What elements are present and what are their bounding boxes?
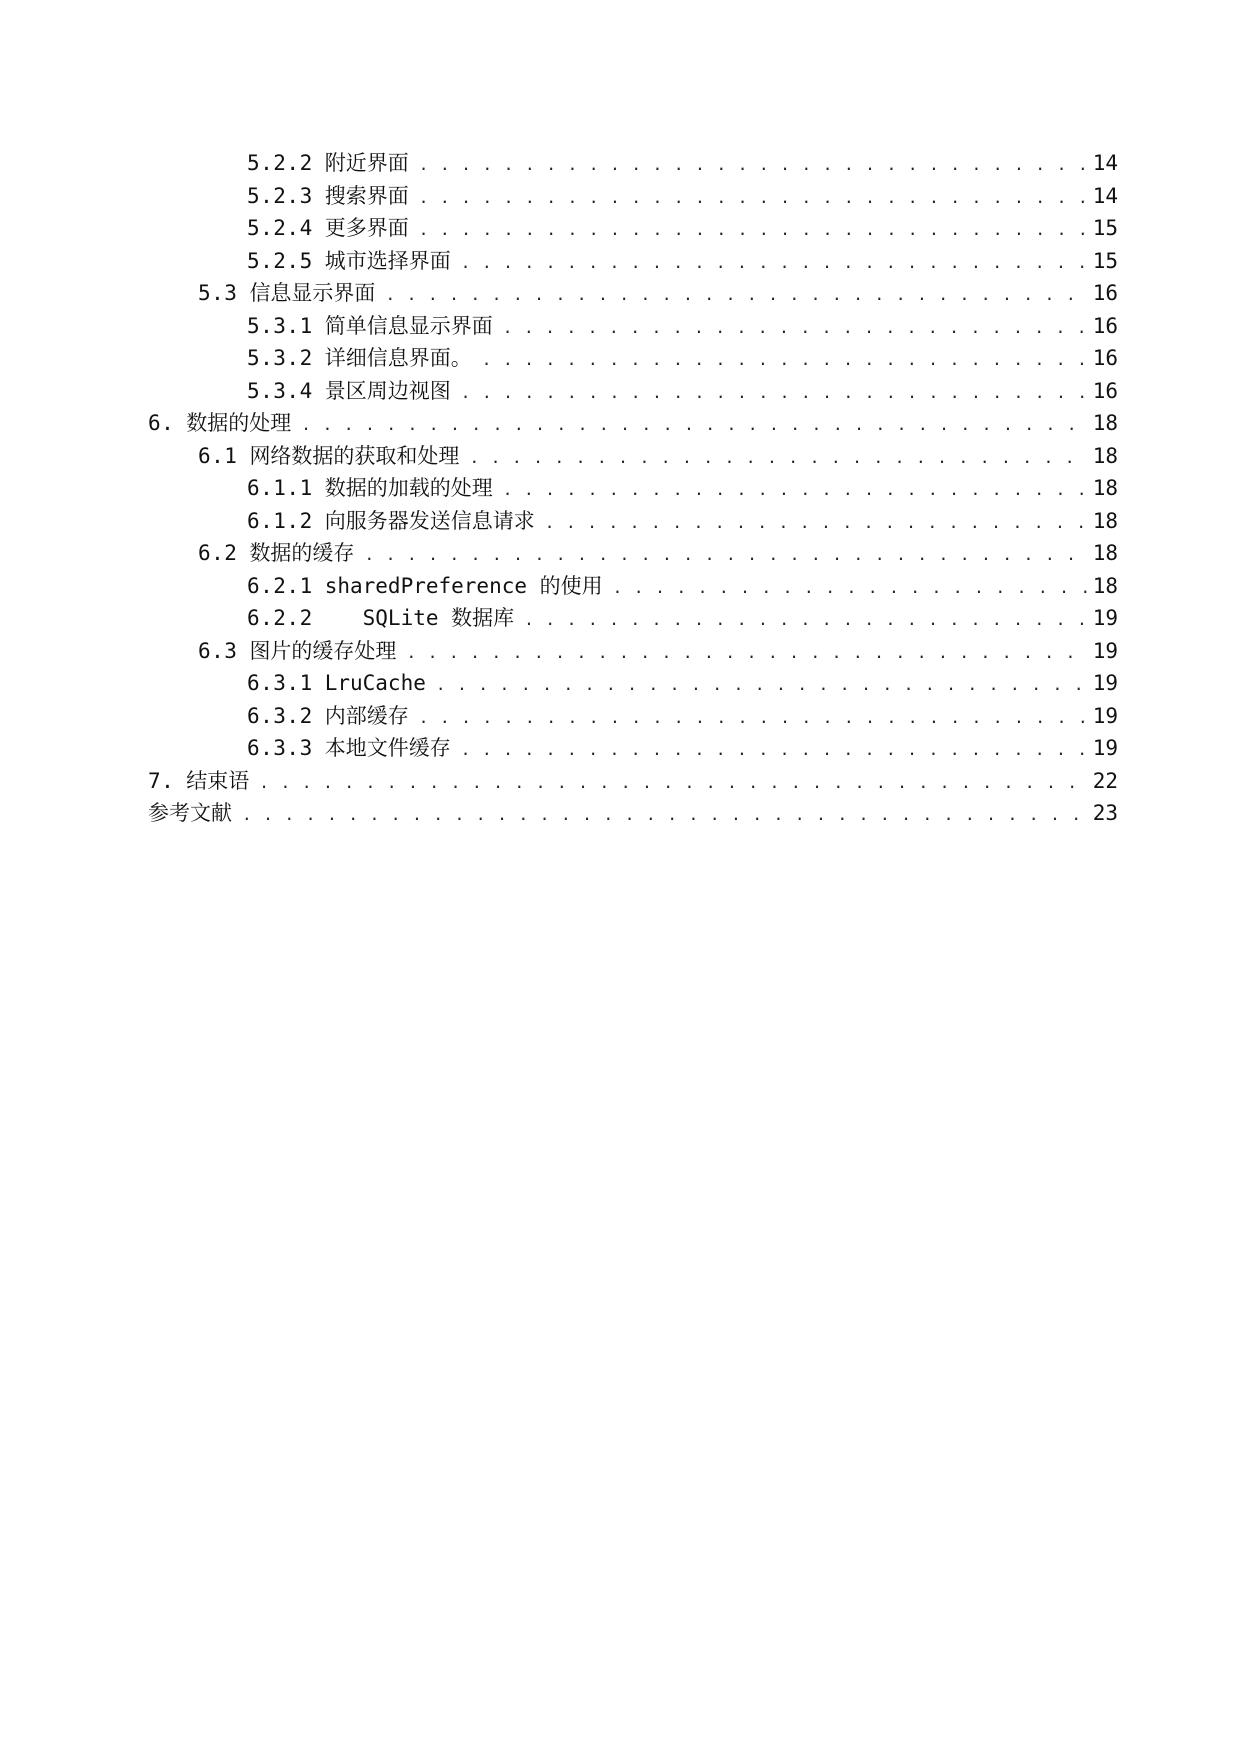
toc-entry-number: 5.3.4: [247, 378, 313, 403]
toc-entry-number: 6.3.1: [247, 671, 313, 695]
toc-entry-title: LruCache: [324, 671, 426, 695]
toc-entry-page-number: 15: [1092, 216, 1118, 240]
toc-entry-number: 6.3.3: [247, 736, 313, 760]
toc-entry-number: 6.2.1: [247, 573, 313, 598]
toc-entry[interactable]: [148, 180, 1118, 213]
toc-entry[interactable]: [148, 732, 1118, 765]
toc-dot-leader: [419, 700, 1088, 735]
toc-entry-number: 5.2.3: [247, 183, 313, 208]
toc-entry-number: 5.2.5: [247, 248, 313, 273]
toc-entry[interactable]: [148, 635, 1118, 668]
toc-entry-title: 向服务器发送信息请求: [324, 508, 535, 533]
toc-entry-title: 网络数据的获取和处理: [249, 443, 460, 468]
toc-entry-title: 数据的缓存: [249, 541, 355, 565]
toc-dot-leader: [419, 180, 1088, 215]
toc-entry-page-number: 18: [1092, 443, 1118, 468]
toc-dot-leader: [301, 407, 1088, 442]
toc-entry[interactable]: [148, 700, 1118, 733]
toc-entry-page-number: 18: [1092, 508, 1118, 533]
toc-entry-page-number: 16: [1092, 346, 1118, 370]
toc-entry-page-number: 22: [1092, 768, 1118, 793]
toc-dot-leader: [545, 505, 1088, 540]
toc-entry-title: 城市选择界面: [324, 248, 451, 273]
toc-entry-page-number: 14: [1092, 183, 1118, 208]
toc-entry-number: 5.3.2: [247, 346, 313, 370]
toc-entry-title: 更多界面: [324, 216, 409, 240]
toc-dot-leader: [482, 342, 1088, 377]
toc-dot-leader: [461, 245, 1088, 280]
toc-entry[interactable]: [148, 375, 1118, 408]
toc-entry-number: 6.3.2: [247, 703, 313, 728]
toc-entry-number: 7.: [148, 768, 175, 793]
toc-entry-title: 参考文献: [148, 801, 232, 825]
toc-entry-page-number: 18: [1092, 476, 1118, 500]
toc-dot-leader: [242, 797, 1088, 832]
toc-entry-number: 6.2: [198, 541, 238, 565]
toc-entry[interactable]: [148, 765, 1118, 798]
toc-dot-leader: [613, 570, 1088, 605]
toc-dot-leader: [461, 732, 1088, 767]
toc-entry-page-number: 15: [1092, 248, 1118, 273]
toc-entry-page-number: 23: [1092, 801, 1118, 825]
toc-entry[interactable]: [148, 147, 1118, 180]
toc-entry-title: 搜索界面: [324, 183, 409, 208]
toc-entry-page-number: 19: [1092, 703, 1118, 728]
toc-entry-title: 景区周边视图: [324, 378, 451, 403]
toc-entry-title: SQLite 数据库: [324, 606, 515, 630]
toc-entry-title: 附近界面: [324, 151, 409, 175]
toc-dot-leader: [503, 472, 1088, 507]
toc-entry-title: 图片的缓存处理: [249, 638, 397, 663]
toc-dot-leader: [524, 602, 1088, 637]
toc-entry[interactable]: [148, 245, 1118, 278]
toc-entry-title: 结束语: [186, 768, 250, 793]
toc-entry-number: 6.1.1: [247, 476, 313, 500]
toc-entry-title: 信息显示界面: [249, 281, 376, 305]
toc-entry-page-number: 18: [1092, 573, 1118, 598]
toc-entry-title: 内部缓存: [324, 703, 409, 728]
toc-entry[interactable]: [148, 797, 1118, 830]
toc-dot-leader: [364, 537, 1088, 572]
toc-dot-leader: [461, 375, 1088, 410]
toc-dot-leader: [385, 277, 1088, 312]
toc-entry-page-number: 19: [1092, 638, 1118, 663]
toc-entry-page-number: 14: [1092, 151, 1118, 175]
toc-entry-page-number: 19: [1092, 671, 1118, 695]
toc-entry-number: 6.: [148, 411, 175, 435]
toc-dot-leader: [503, 310, 1088, 345]
toc-entry[interactable]: [148, 212, 1118, 245]
toc-entry-title: sharedPreference 的使用: [324, 573, 603, 598]
toc-entry-page-number: 19: [1092, 736, 1118, 760]
toc-entry-page-number: 18: [1092, 411, 1118, 435]
toc-entry-number: 6.1: [198, 443, 238, 468]
toc-entry-title: 本地文件缓存: [324, 736, 451, 760]
toc-entry-number: 5.3.1: [247, 313, 313, 338]
toc-entry[interactable]: [148, 570, 1118, 603]
toc-entry-number: 5.2.4: [247, 216, 313, 240]
toc-dot-leader: [259, 765, 1088, 800]
toc-entry-page-number: 16: [1092, 281, 1118, 305]
toc-entry-title: 数据的处理: [186, 411, 292, 435]
toc-entry[interactable]: [148, 667, 1118, 700]
toc-entry[interactable]: [148, 407, 1118, 440]
toc-entry-page-number: 18: [1092, 541, 1118, 565]
toc-entry[interactable]: [148, 537, 1118, 570]
toc-entry[interactable]: [148, 310, 1118, 343]
toc-entry[interactable]: [148, 602, 1118, 635]
toc-entry[interactable]: [148, 505, 1118, 538]
toc-entry-page-number: 19: [1092, 606, 1118, 630]
toc-entry[interactable]: [148, 440, 1118, 473]
toc-dot-leader: [469, 440, 1088, 475]
toc-entry-number: 6.3: [198, 638, 238, 663]
toc-entry-page-number: 16: [1092, 378, 1118, 403]
toc-entry-number: 5.2.2: [247, 151, 313, 175]
toc-entry[interactable]: [148, 277, 1118, 310]
toc-entry[interactable]: [148, 472, 1118, 505]
toc-dot-leader: [419, 212, 1088, 247]
toc-entry-page-number: 16: [1092, 313, 1118, 338]
toc-entry-title: 简单信息显示界面: [324, 313, 493, 338]
toc-entry-number: 6.2.2: [247, 606, 313, 630]
toc-entry-number: 5.3: [198, 281, 238, 305]
toc-entry-number: 6.1.2: [247, 508, 313, 533]
toc-entry[interactable]: [148, 342, 1118, 375]
toc-dot-leader: [436, 667, 1088, 702]
toc-entry-title: 详细信息界面。: [324, 346, 472, 370]
toc-entry-title: 数据的加载的处理: [324, 476, 493, 500]
table-of-contents: [148, 147, 1118, 830]
toc-dot-leader: [419, 147, 1088, 182]
toc-dot-leader: [406, 635, 1088, 670]
